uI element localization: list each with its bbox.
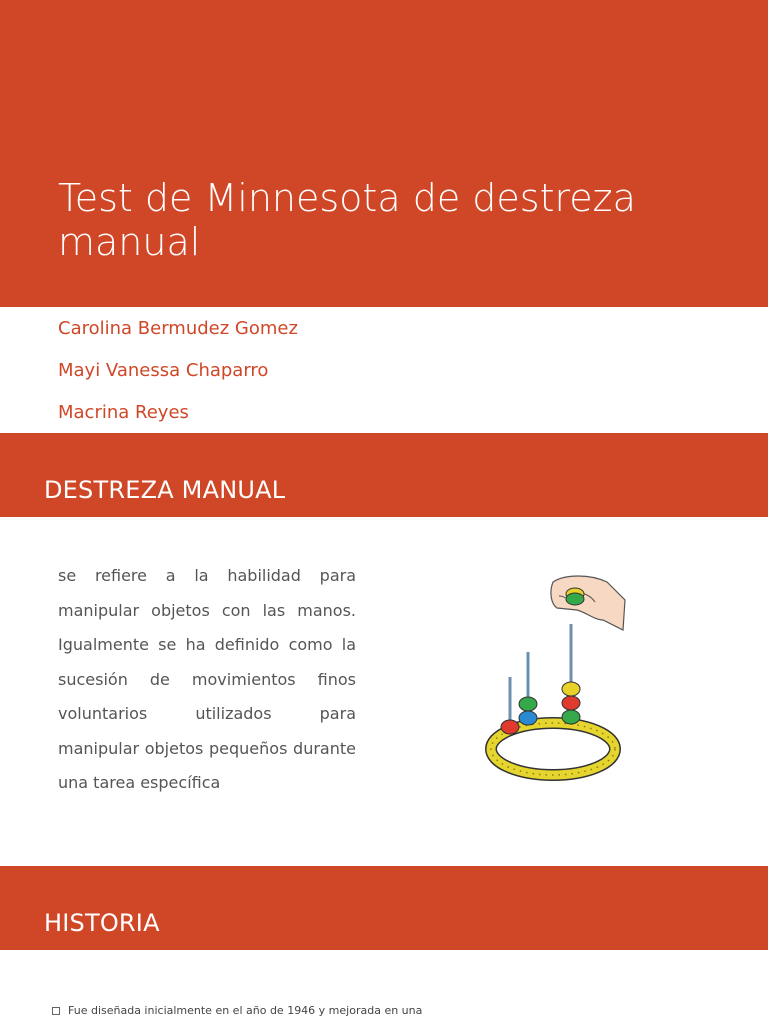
bullet-text: Fue diseñada inicialmente en el año de 1946 y mejorada en una (68, 1004, 423, 1017)
author-name: Carolina Bermudez Gomez (58, 318, 298, 339)
title-banner (0, 0, 768, 307)
definition-paragraph: se refiere a la habilidad para manipular objetos con las manos. Igualmente se ha definido como la sucesión de movimientos finos voluntarios utilizados para manipular objetos pequeños durante una tarea específica (58, 566, 356, 792)
author-name: Mayi Vanessa Chaparro (58, 360, 269, 381)
history-bullet (52, 1004, 422, 1017)
section-banner-historia (0, 866, 768, 950)
section-heading: HISTORIA (44, 909, 160, 937)
checkbox-bullet-icon (52, 1007, 60, 1015)
authors-list (58, 316, 298, 442)
author-name: Macrina Reyes (58, 402, 189, 423)
hand-placing-disks-on-pegboard-illustration (425, 552, 680, 808)
pegboard-illustration (425, 552, 680, 808)
section-banner-destreza (0, 433, 768, 517)
section-heading: DESTREZA MANUAL (44, 476, 286, 504)
presentation-title: Test de Minnesota de destreza manual (58, 176, 636, 264)
